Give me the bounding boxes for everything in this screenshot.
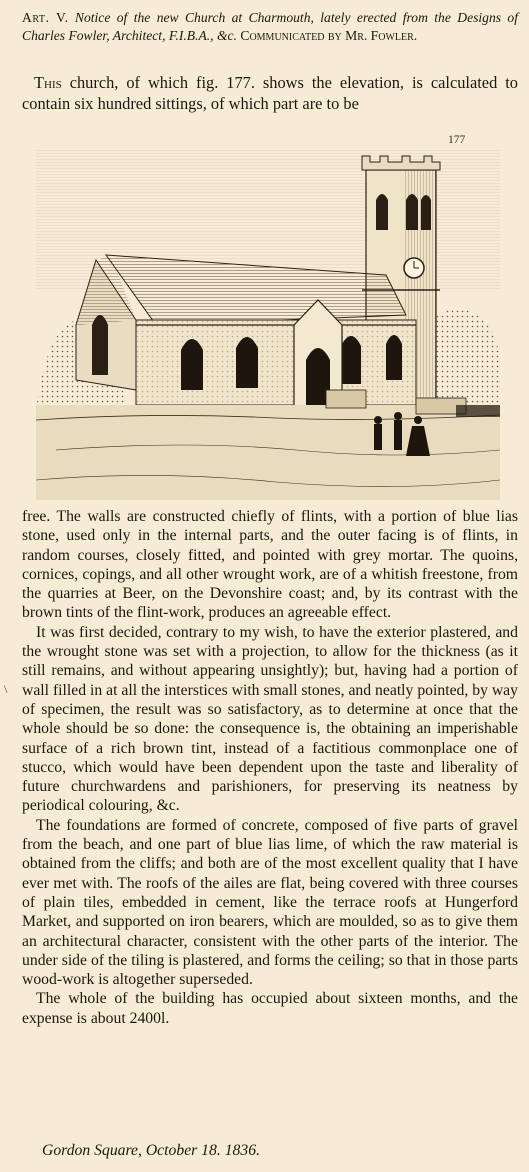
paragraph-4: The whole of the building has occupied about sixteen months, and the expense is about 2400l. — [22, 990, 518, 1027]
signoff: Gordon Square, October 18. 1836. — [42, 1142, 261, 1159]
churchyard — [36, 390, 500, 500]
communicated-by: Communicated by Mr. Fowler. — [240, 27, 418, 43]
paragraph-1: free. The walls are constructed chiefly of flints, with a portion of blue lias stone, used only in the internal parts, and the outer facing is of flints, in random courses, closely fitted, and pointed with grey mortar. The quoins, cornices, copings, and all other wrought work, are of a whitish freestone, from the quarries at Beer, on the Devonshire coast; and, by its contrast with the brown tints of the flint-work, produces an agreeable effect. — [22, 508, 518, 622]
nave — [76, 255, 416, 408]
article-number: Art. V. — [22, 10, 69, 25]
article-title: Notice of the new Church at Charmouth, lately erected from the Designs of Charles Fowler, Architect, F.I.B.A., &c. — [22, 10, 519, 43]
intro-lead-word: This — [34, 73, 62, 92]
figure-number: 177 — [448, 134, 466, 146]
article-heading — [22, 9, 518, 44]
paragraph-2: It was first decided, contrary to my wish, to have the exterior plastered, and the wrought stone was set with a projection, to allow for the thickness (as it still remains, and without appearing unsightly); but, having had a portion of wall filled in at all the interstices with small stones, and neatly pointed, by way of specimen, the result was so satisfactory, as to determine at once that the whole should be so done: the consequence is, the obtaining an imperishable surface of a rich brown tint, instead of a factitious commonplace one of stucco, which would have been dependent upon the taste and liberality of future churchwardens and parishioners, for preserving its neatness by periodical colouring, &c. — [22, 623, 518, 815]
intro-text: church, of which fig. 177. shows the elevation, is calculated to contain six hundred sittings, of which part are to be — [22, 73, 518, 113]
article-body — [22, 507, 518, 1028]
margin-mark: \ — [4, 682, 8, 696]
intro-paragraph — [22, 72, 518, 114]
church-engraving — [36, 150, 500, 500]
paragraph-3: The foundations are formed of concrete, composed of five parts of gravel from the beach, and one part of blue lias lime, of which the raw material is obtained from the cliffs; and both are of the most excellent quality that I have ever met with. The roofs of the ailes are flat, being covered with three courses of plain tiles, embedded in cement, like the terrace roofs at Hungerford Market, and supported on iron bearers, which are moulded, so as to give them an architectural character, consistent with the other parts of the interior. The under side of the tiling is plastered, and forms the ceiling; so that in those parts wood-work is altogether superseded. — [22, 816, 518, 989]
